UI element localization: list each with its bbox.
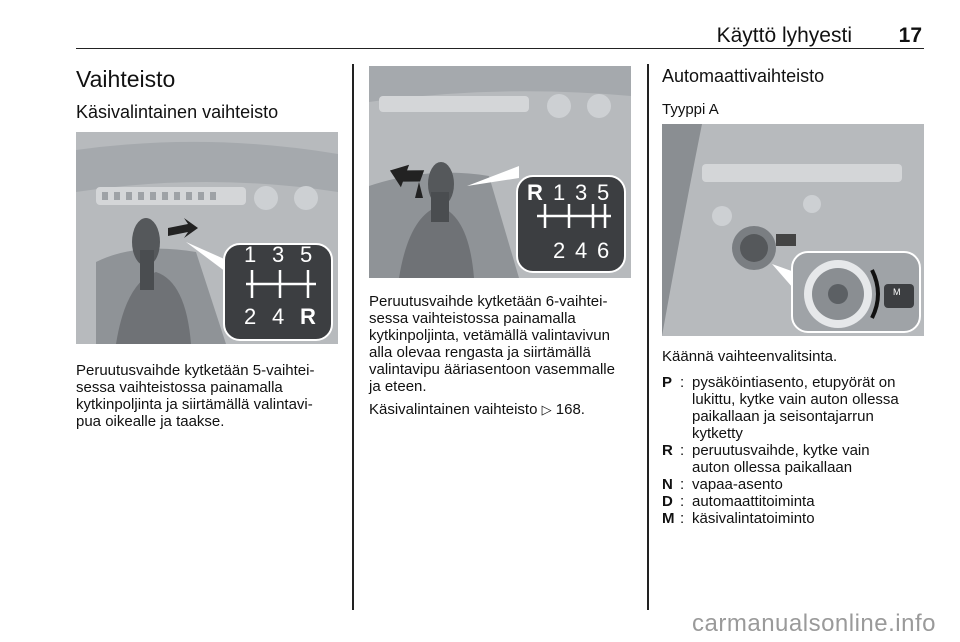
definition-item-m: M : käsivalintatoiminto — [662, 510, 932, 527]
definition-line: lukittu, kytke vain auton ollessa — [692, 391, 899, 408]
definition-line: paikallaan ja seisontajarrun — [692, 408, 874, 425]
definition-line: kytketty — [692, 425, 743, 442]
definition-item-r: R : peruutusvaihde, kytke vain auton ollessa paikallaan — [662, 442, 932, 476]
page-header — [76, 22, 924, 49]
definition-line: käsivalintatoiminto — [692, 510, 815, 527]
caption-line: pua oikealle ja taakse. — [76, 413, 225, 430]
caption-line: Peruutusvaihde kytketään 6-vaihtei- — [369, 293, 608, 310]
column-divider-left — [352, 64, 354, 610]
definition-line: automaattitoiminta — [692, 493, 815, 510]
gear-label-2: 2 — [553, 238, 566, 263]
page-number: 17 — [898, 24, 922, 47]
gear-label-3: 3 — [575, 180, 588, 205]
watermark: carmanualsonline.info — [692, 610, 936, 637]
definition-line: pysäköintiasento, etupyörät on — [692, 374, 896, 391]
header-title: Käyttö lyhyesti — [716, 24, 852, 47]
gear-label-r: R — [300, 304, 316, 329]
gear-label-2: 2 — [244, 304, 257, 329]
right-column — [662, 66, 934, 118]
cross-reference-text: Käsivalintainen vaihteisto — [369, 401, 538, 418]
manual-gearbox-5-figure — [76, 132, 338, 344]
gear-label-5: 5 — [300, 242, 313, 267]
left-column — [76, 66, 346, 123]
section-subheading: Tyyppi A — [662, 101, 719, 118]
middle-caption — [369, 293, 641, 418]
cross-reference[interactable] — [369, 401, 641, 418]
definition-key: R — [662, 442, 673, 459]
right-intro — [662, 348, 934, 365]
definition-key: D — [662, 493, 673, 510]
gear-label-1: 1 — [244, 242, 257, 267]
automatic-selector-figure — [662, 124, 924, 336]
section-heading: Automaattivaihteisto — [662, 66, 825, 86]
caption-line: kytkinpoljinta ja siirtämällä valintavi- — [76, 396, 313, 413]
definition-key: M — [662, 510, 675, 527]
gear-label-4: 4 — [272, 304, 285, 329]
gear-label-4: 4 — [575, 238, 588, 263]
gear-positions-list — [662, 374, 932, 527]
section-subheading: Käsivalintainen vaihteisto — [76, 102, 279, 122]
page-reference-arrow-icon: ▷ — [541, 402, 552, 417]
manual-mode-button-label: M — [893, 287, 901, 297]
caption-line: valintavipu ääriasentoon vasemmalle — [369, 361, 615, 378]
definition-line: auton ollessa paikallaan — [692, 459, 853, 476]
cross-reference-page: 168. — [555, 401, 585, 418]
caption-line: kytkinpoljinta, vetämällä valintavivun — [369, 327, 610, 344]
definition-key: P — [662, 374, 673, 391]
gear-label-r: R — [527, 180, 543, 205]
definition-item-d: D : automaattitoiminta — [662, 493, 932, 510]
definition-line: vapaa-asento — [692, 476, 783, 493]
definition-key: N — [662, 476, 673, 493]
caption-line: ja eteen. — [369, 378, 427, 395]
caption-line: sessa vaihteistossa painamalla — [76, 379, 283, 396]
caption-line: Peruutusvaihde kytketään 5-vaihtei- — [76, 362, 315, 379]
gear-label-1: 1 — [553, 180, 566, 205]
left-caption — [76, 362, 348, 430]
caption-line: alla olevaa rengasta ja siirtämällä — [369, 344, 591, 361]
definition-item-n: N : vapaa-asento — [662, 476, 932, 493]
caption-line: sessa vaihteistossa painamalla — [369, 310, 576, 327]
column-divider-right — [647, 64, 649, 610]
definition-line: peruutusvaihde, kytke vain — [692, 442, 870, 459]
intro-text: Käännä vaihteenvalitsinta. — [662, 348, 838, 365]
gear-label-6: 6 — [597, 238, 610, 263]
definition-item-p: P : pysäköintiasento, etupyörät on lukittu, kytke vain auton ollessa paikallaan ja seisontajarrun kytketty — [662, 374, 932, 442]
section-heading: Vaihteisto — [76, 66, 176, 92]
gear-label-5: 5 — [597, 180, 610, 205]
manual-gearbox-6-figure — [369, 66, 631, 278]
gear-label-3: 3 — [272, 242, 285, 267]
